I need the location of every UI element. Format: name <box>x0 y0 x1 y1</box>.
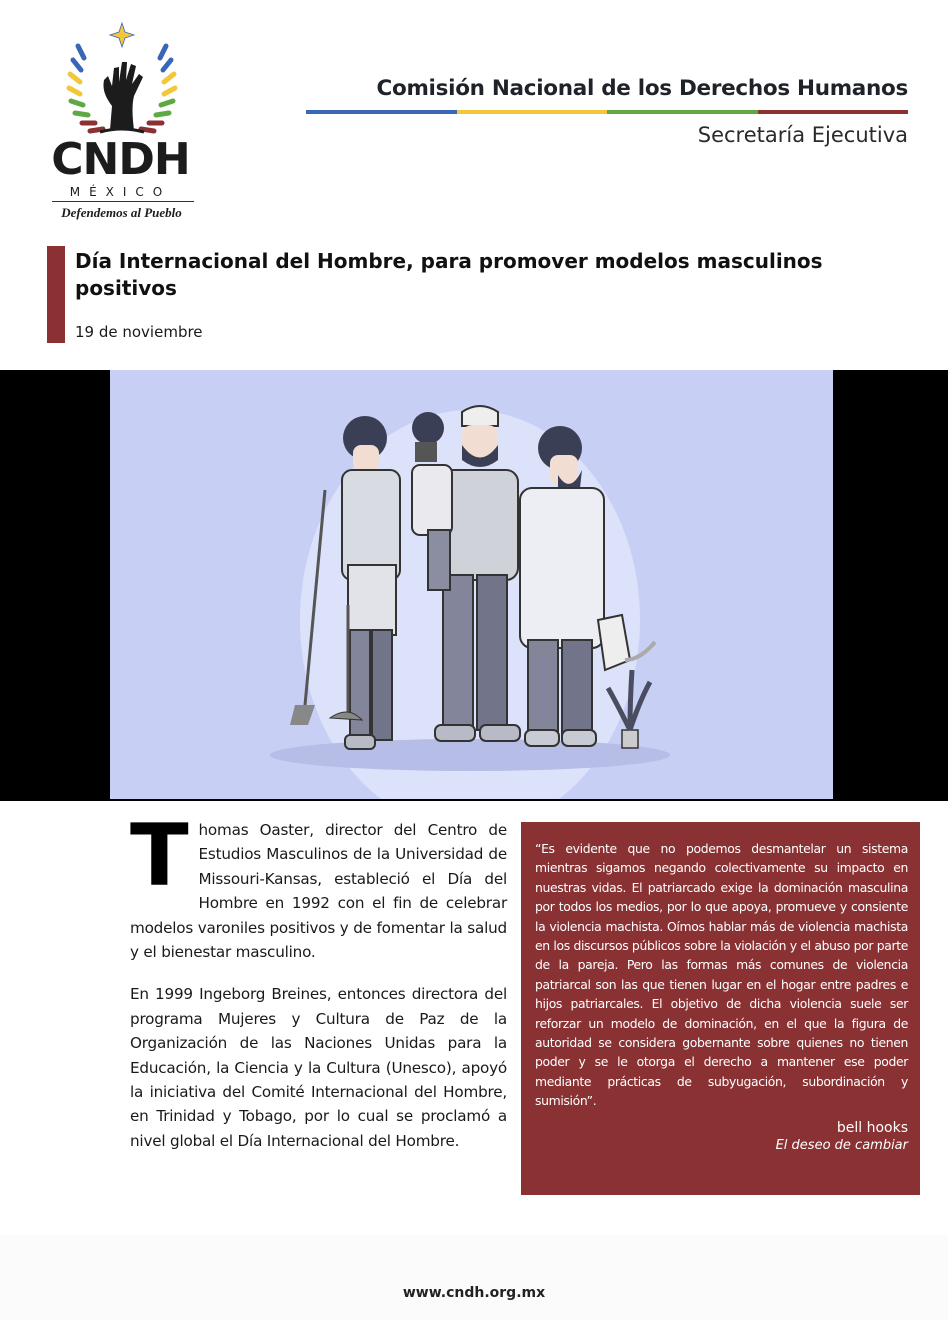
drop-cap: T <box>130 806 189 906</box>
rule-segment-red <box>758 110 909 114</box>
cndh-logo <box>40 18 210 220</box>
rule-segment-yellow <box>457 110 608 114</box>
raised-hand-icon <box>100 62 144 132</box>
logo-emblem <box>40 18 210 143</box>
quote-author: bell hooks <box>836 1119 908 1136</box>
logo-acronym: CNDH <box>51 134 190 185</box>
footer <box>0 1235 948 1320</box>
quote-box <box>521 822 920 1195</box>
rule-segment-blue <box>306 110 457 114</box>
department-name: Secretaría Ejecutiva <box>697 123 908 147</box>
article-illustration <box>110 370 833 799</box>
paragraph-1-text: homas Oaster, director del Centro de Estudios Masculinos de la Universidad de Missouri-Kansas, estableció el Día del Hombre en 1992 con el fin de celebrar modelos varoniles positivos y de fomentar la salud y el bienestar masculino. <box>130 821 507 962</box>
camera-icon <box>415 442 437 462</box>
title-accent-bar <box>47 246 65 343</box>
color-rule <box>306 110 908 114</box>
logo-motto: Defendemos al Pueblo <box>61 205 182 220</box>
organization-name: Comisión Nacional de los Derechos Humanos <box>376 76 908 101</box>
article-body <box>130 806 507 1171</box>
footer-url-link[interactable]: www.cndh.org.mx <box>402 1285 546 1301</box>
article-date: 19 de noviembre <box>75 323 203 341</box>
logo-divider <box>52 201 194 202</box>
star-icon <box>110 23 134 47</box>
paragraph-2: En 1999 Ingeborg Breines, entonces directora del programa Mujeres y Cultura de Paz de la Organización de las Naciones Unidas para la Educación, la Ciencia y la Cultura (Unesco), apoyó la iniciativa del Comité Internacional del Hombre, en Trinidad y Tobago, por lo cual se proclamó a nivel global el Día Internacional del Hombre. <box>130 985 507 1150</box>
article-title: Día Internacional del Hombre, para promover modelos masculinos positivos <box>75 249 823 300</box>
quote-text: “Es evidente que no podemos desmantelar un sistema mientras sigamos negando colectivamente su impacto en nuestras vidas. El patriarcado exige la dominación masculina por todos los medios, por lo que apoya, promueve y consiente la violencia machista. Oímos hablar más de violencia machista en los discursos públicos sobre la violación y el abuso por parte de la pareja. Pero las formas más comunes de violencia patriarcal son las que tienen lugar en el hogar entre padres e hijos patriarcales. El objetivo de dicha violencia suele ser reforzar un modelo de dominación, en el que la figura de autoridad se considera gobernante sobre quienes no tienen poder y se le otorga el derecho a mantener ese poder mediante prácticas de subyugación, subordinación y sumisión”. <box>535 841 908 1109</box>
paragraph-1 <box>130 806 507 964</box>
logo-country: MÉXICO <box>69 185 172 199</box>
rule-segment-green <box>607 110 758 114</box>
quote-source: El deseo de cambiar <box>775 1137 908 1153</box>
